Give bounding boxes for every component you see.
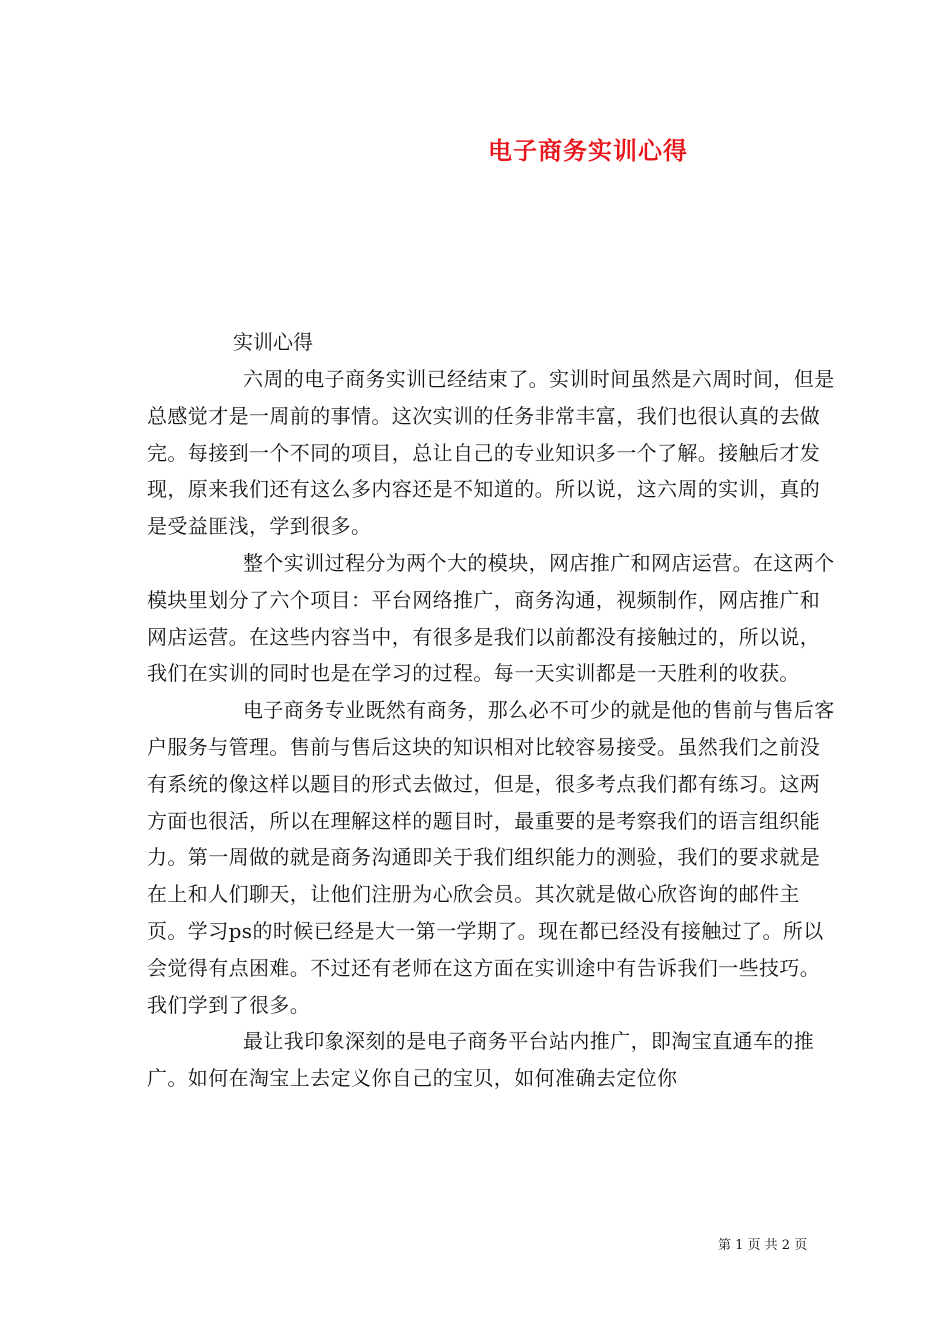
paragraph-3: 电子商务专业既然有商务，那么必不可少的就是他的售前与售后客户服务与管理。售前与售后这块的知识相对比较容易接受。虽然我们之前没有系统的像这样以题目的形式去做过，但是，很多考点我们都有练习。这两方面也很活，所以在理解这样的题目时，最重要的是考察我们的语言组织能力。第一周做的就是商务沟通即关于我们组织能力的测验，我们的要求就是在上和人们聊天，让他们注册为心欣会员。其次就是做心欣咨询的邮件主页。学习ps的时候已经是大一第一学期了。现在都已经没有接触过了。所以会觉得有点困难。不过还有老师在这方面在实训途中有告诉我们一些技巧。我们学到了很多。 [147,698,835,1017]
page-number-footer: 第 1 页 共 2 页 [718,1238,808,1253]
document-title: 电子商务实训心得 [488,136,688,165]
section-heading: 实训心得 [233,330,313,354]
paragraph-4: 最让我印象深刻的是电子商务平台站内推广，即淘宝直通车的推广。如何在淘宝上去定义你自己的宝贝，如何准确去定位你 [147,1029,815,1091]
document-body [147,361,837,1097]
paragraph-2: 整个实训过程分为两个大的模块，网店推广和网店运营。在这两个模块里划分了六个项目：平台网络推广，商务沟通，视频制作，网店推广和网店运营。在这些内容当中，有很多是我们以前都没有接触过的，所以说，我们在实训的同时也是在学习的过程。每一天实训都是一天胜利的收获。 [147,550,835,686]
paragraph-1: 六周的电子商务实训已经结束了。实训时间虽然是六周时间，但是总感觉才是一周前的事情。这次实训的任务非常丰富，我们也很认真的去做完。每接到一个不同的项目，总让自己的专业知识多一个了解。接触后才发现，原来我们还有这么多内容还是不知道的。所以说，这六周的实训，真的是受益匪浅，学到很多。 [147,367,835,539]
